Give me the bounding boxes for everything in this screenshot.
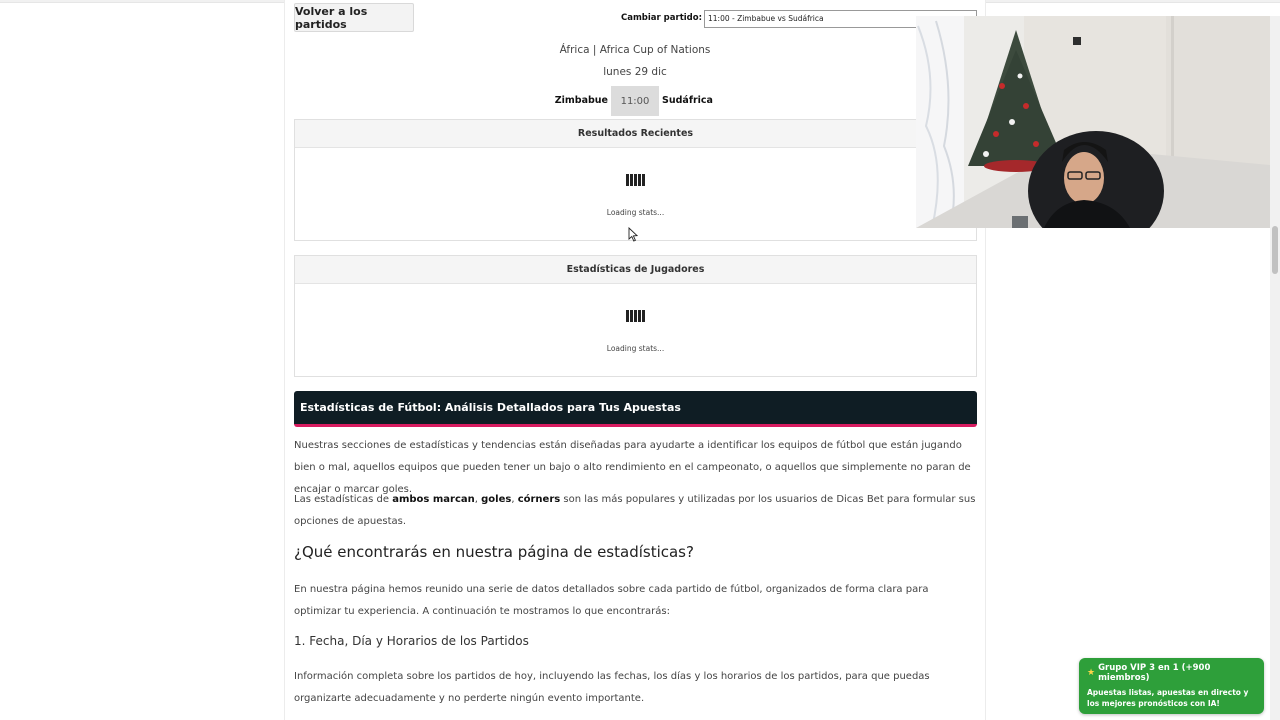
mouse-cursor-icon [628, 227, 638, 242]
league-name: África | Africa Cup of Nations [559, 44, 711, 56]
stats-article-banner: Estadísticas de Fútbol: Análisis Detallados para Tus Apuestas [294, 391, 977, 427]
article-paragraph-3: En nuestra página hemos reunido una serie de datos detallados sobre cada partido de fútbol, organizados de forma clara para optimizar tu experiencia. A continuación te mostramos lo que encontrarás: [294, 584, 929, 617]
page-scrollbar-thumb[interactable] [1272, 226, 1278, 274]
keyword-corners: córners [517, 494, 561, 505]
player-stats-loading-text: Loading stats... [606, 344, 665, 353]
loading-bars-icon [626, 174, 645, 186]
keyword-goals: goles [481, 494, 512, 505]
keyword-both-teams-score: ambos marcan [392, 494, 475, 505]
webcam-video-frame [916, 16, 1280, 228]
article-heading: ¿Qué encontrarás en nuestra página de estadísticas? [294, 543, 694, 561]
home-team-name: Zimbabue [554, 95, 608, 106]
recent-results-panel [294, 119, 977, 241]
back-to-matches-button[interactable]: Volver a los partidos [294, 3, 414, 32]
match-time-badge: 11:00 [611, 86, 659, 116]
vip-title: Grupo VIP 3 en 1 (+900 miembros) [1098, 663, 1211, 683]
recent-results-header: Resultados Recientes [295, 120, 976, 148]
recent-results-loading-text: Loading stats... [606, 208, 665, 217]
change-match-select[interactable]: 11:00 - Zimbabue vs Sudáfrica [704, 10, 977, 28]
article-paragraph-1: Nuestras secciones de estadísticas y tendencias están diseñadas para ayudarte a identificar los equipos de fútbol que están jugando bien o mal, aquellos equipos que pueden tener un bajo o alto rendimiento en el campeonato, o aquellos que simplemente no paran de encajar o marcar goles. [294, 440, 971, 495]
star-icon: ★ [1087, 668, 1096, 678]
vip-group-promo[interactable] [1079, 658, 1264, 714]
article-paragraph-4: Información completa sobre los partidos de hoy, incluyendo las fechas, los días y los horarios de los partidos, para que puedas organizarte adecuadamente y no perderte ningún evento importante. [294, 671, 930, 704]
change-match-label: Cambiar partido: [620, 13, 702, 23]
loading-bars-icon [626, 310, 645, 322]
player-stats-header: Estadísticas de Jugadores [295, 256, 976, 284]
article-subheading: 1. Fecha, Día y Horarios de los Partidos [294, 634, 529, 648]
vip-description: Apuestas listas, apuestas en directo y los mejores pronósticos con IA! [1087, 688, 1249, 708]
page-scrollbar[interactable] [1270, 16, 1280, 720]
match-date: lunes 29 dic [603, 66, 667, 78]
away-team-name: Sudáfrica [662, 95, 713, 106]
article-paragraph-2: Las estadísticas de ambos marcan, goles, córners son las más populares y utilizadas por los usuarios de Dicas Bet para formular sus opciones de apuestas. [294, 494, 976, 527]
player-stats-panel [294, 255, 977, 377]
webcam-overlay [916, 16, 1280, 228]
